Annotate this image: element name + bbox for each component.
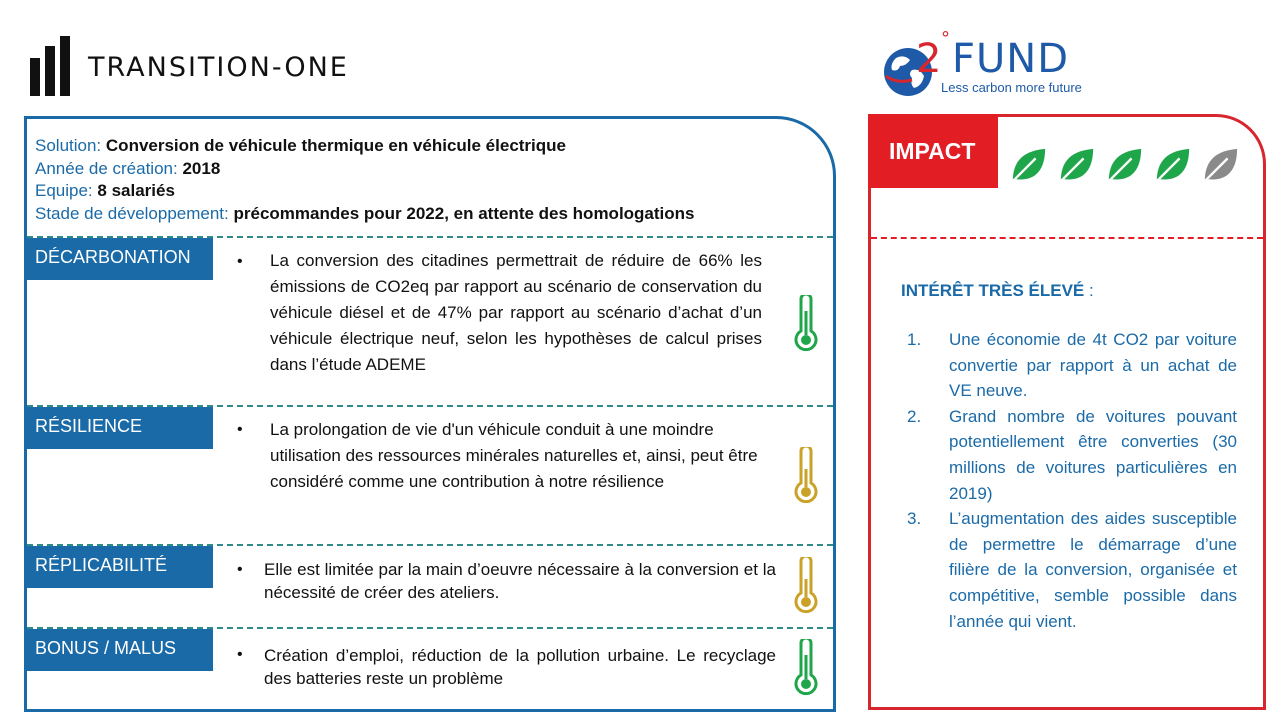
bars-logo-icon [30, 36, 76, 96]
bonus-malus-text: Création d’emploi, réduction de la pollution urbaine. Le recyclage des batteries reste un problème [264, 646, 776, 688]
bullet: • [237, 421, 243, 438]
solution-label: Solution: [35, 136, 102, 155]
decarbonation-tag: DÉCARBONATION [27, 238, 213, 280]
list-number: 3. [907, 509, 922, 529]
interest-title: INTÉRÊT TRÈS ÉLEVÉ [901, 281, 1085, 300]
bullet: • [237, 646, 243, 663]
thermometer-green-icon [793, 295, 819, 353]
bonus-malus-tag: BONUS / MALUS [27, 629, 213, 671]
list-item [907, 506, 1237, 634]
impact-rating [1009, 147, 1239, 185]
leaf-empty-icon [1201, 147, 1239, 185]
leaf-filled-icon [1153, 147, 1191, 185]
thermometer-green-icon [793, 639, 819, 697]
stage-label: Stade de développement: [35, 203, 229, 223]
two-fund-name: FUND [952, 36, 1070, 82]
list-text: Une économie de 4t CO2 par voiture convertie par rapport à un achat de VE neuve. [949, 330, 1237, 401]
team-line [35, 180, 695, 203]
thermometer-gold-icon [793, 557, 819, 615]
year-value: 2018 [182, 158, 221, 178]
list-number: 1. [907, 330, 922, 349]
team-label: Equipe: [35, 181, 93, 200]
bullet: • [237, 561, 243, 578]
leaf-filled-icon [1009, 147, 1047, 185]
impact-points [907, 327, 1237, 634]
stage-value: précommandes pour 2022, en attente des homologations [233, 203, 695, 223]
replicability-tag: RÉPLICABILITÉ [27, 546, 213, 588]
thermometer-gold-icon [793, 447, 819, 505]
stage-line [35, 203, 695, 226]
replicability-text: Elle est limitée par la main d’oeuvre nécessaire à la conversion et la nécessité de créer des ateliers. [264, 560, 776, 602]
list-item [907, 404, 1237, 506]
impact-tag: IMPACT [868, 114, 998, 188]
solution-line [35, 135, 695, 158]
two-fund-tagline: Less carbon more future [941, 80, 1082, 95]
solution-card [24, 116, 836, 712]
solution-value: Conversion de véhicule thermique en véhicule électrique [105, 136, 566, 155]
year-label: Année de création: [35, 158, 178, 178]
list-item [907, 327, 1237, 404]
solution-info [35, 135, 695, 225]
list-text: Grand nombre de voitures pouvant potentiellement être converties (30 millions de voitures particulières en 2019) [949, 406, 1237, 503]
bullet: • [237, 253, 243, 270]
year-line [35, 158, 695, 181]
interest-suffix: : [1084, 281, 1094, 300]
impact-card [868, 114, 1266, 710]
decarbonation-text: La conversion des citadines permettrait de réduire de 66% les émissions de CO2eq par rapport au scénario de conservation du véhicule diésel et de 47% par rapport au scénario d’achat d’un véhicule électrique neuf, selon les hypothèses de calcul prises dans l’étude ADEME [270, 251, 762, 374]
leaf-filled-icon [1057, 147, 1095, 185]
team-value: 8 salariés [97, 181, 175, 200]
two-fund-degree: ° [941, 28, 950, 49]
transition-one-logo-text: TRANSITION-ONE [88, 51, 349, 83]
resilience-text: La prolongation de vie d'un véhicule conduit à une moindre utilisation des ressources minérales naturelles et, ainsi, peut être considéré comme une contribution à notre résilience [270, 420, 758, 491]
interest-heading [901, 281, 1094, 301]
list-number: 2. [907, 406, 922, 426]
transition-one-logo [30, 36, 349, 96]
leaf-filled-icon [1105, 147, 1143, 185]
impact-divider [871, 237, 1263, 239]
two-fund-number: 2 [916, 36, 942, 82]
resilience-tag: RÉSILIENCE [27, 407, 213, 449]
list-text: L’augmentation des aides susceptible de permettre le démarrage d’une filière de la conversion, organisée et compétitive, semble possible dans l’année qui vient. [949, 509, 1237, 631]
